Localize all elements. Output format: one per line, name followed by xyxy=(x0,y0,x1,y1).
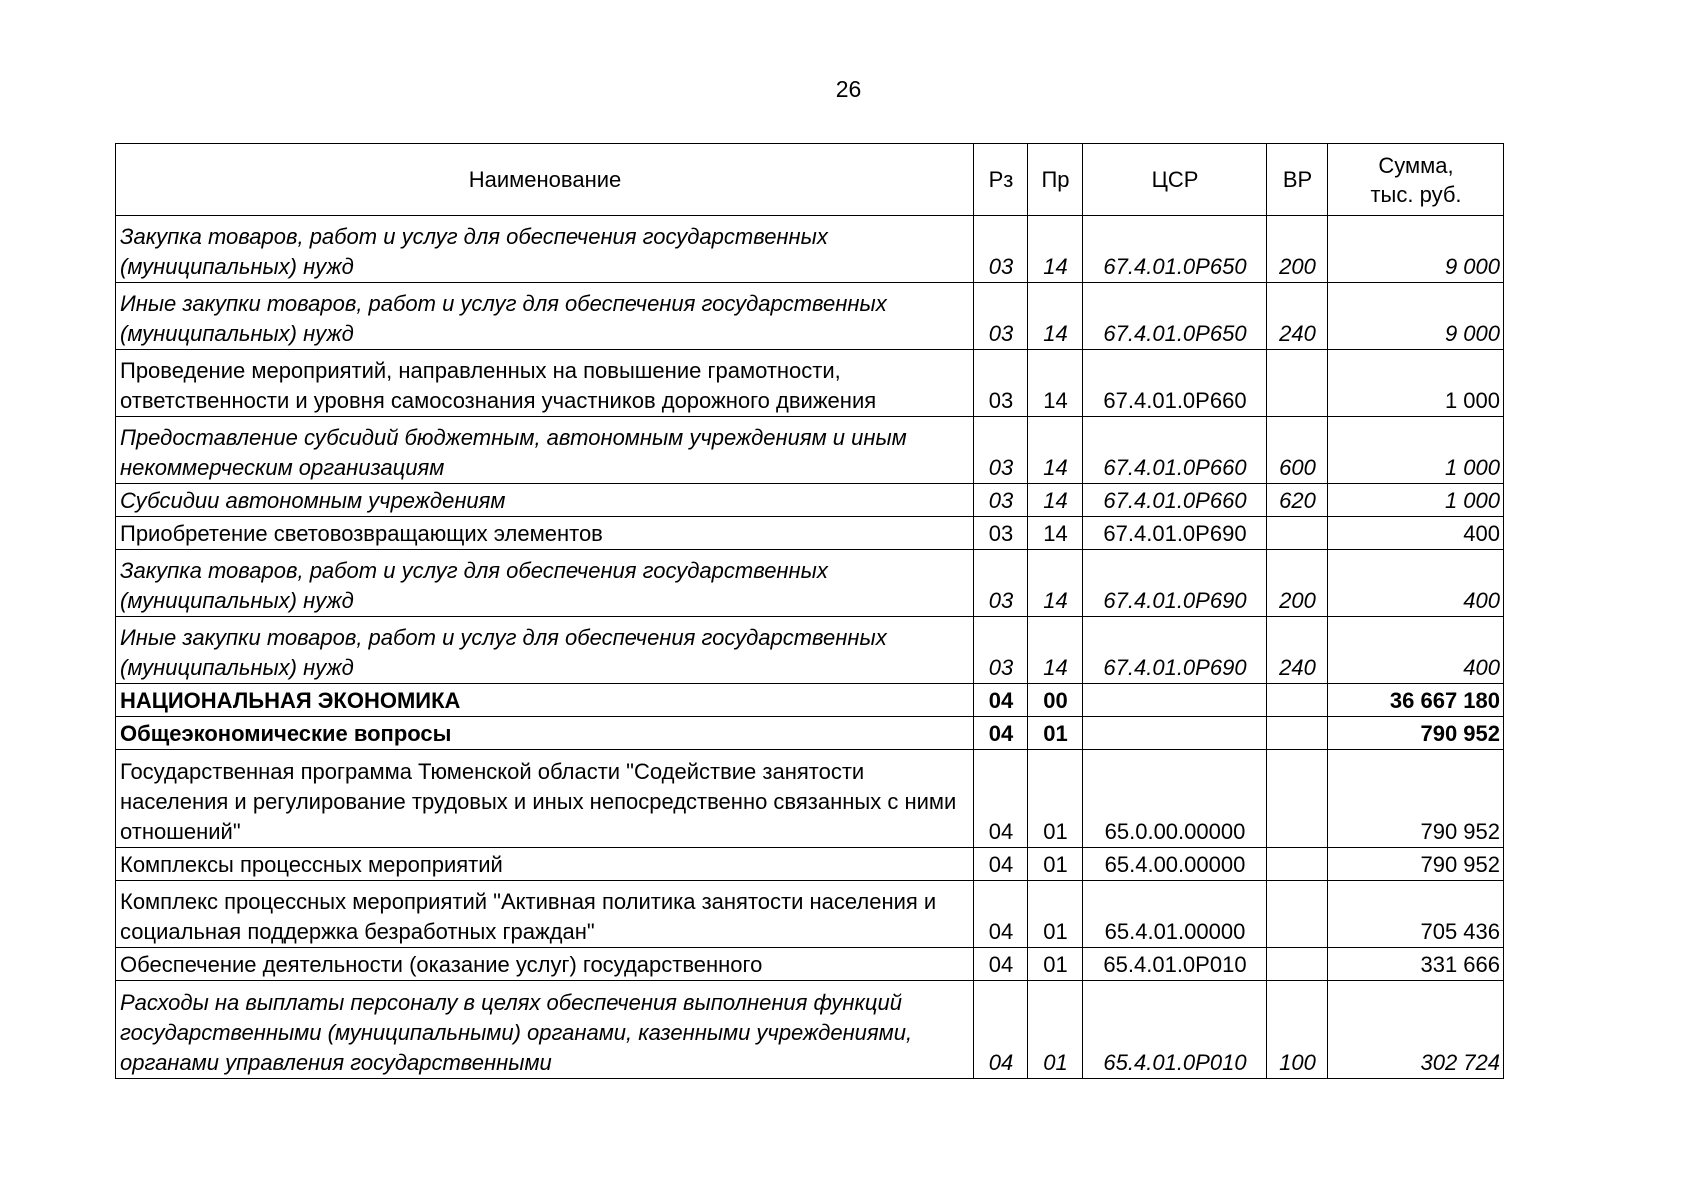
row-rz: 03 xyxy=(974,216,1028,283)
table-header-row xyxy=(116,144,1504,216)
row-sum: 705 436 xyxy=(1328,881,1504,948)
row-vr: 200 xyxy=(1267,550,1328,617)
table-row xyxy=(116,216,1504,283)
row-vr: 240 xyxy=(1267,617,1328,684)
header-sum-line1: Сумма, xyxy=(1378,152,1454,178)
header-sum-line2: тыс. руб. xyxy=(1370,181,1462,207)
row-name: Закупка товаров, работ и услуг для обеспечения государственных (муниципальных) нужд xyxy=(116,550,974,617)
row-csr: 65.4.01.0Р010 xyxy=(1083,948,1267,981)
row-csr: 67.4.01.0Р690 xyxy=(1083,617,1267,684)
table-row xyxy=(116,881,1504,948)
table-row xyxy=(116,517,1504,550)
row-pr: 14 xyxy=(1028,216,1083,283)
row-name: Проведение мероприятий, направленных на повышение грамотности, ответственности и уровня самосознания участников дорожного движения xyxy=(116,350,974,417)
table-row xyxy=(116,350,1504,417)
row-name: Расходы на выплаты персоналу в целях обеспечения выполнения функций государственными (муниципальными) органами, казенными учреждениями, органами управления государственными xyxy=(116,981,974,1079)
row-name: Иные закупки товаров, работ и услуг для обеспечения государственных (муниципальных) нужд xyxy=(116,283,974,350)
header-rz: Рз xyxy=(974,144,1028,216)
row-csr: 67.4.01.0Р690 xyxy=(1083,550,1267,617)
row-vr: 600 xyxy=(1267,417,1328,484)
row-pr: 01 xyxy=(1028,948,1083,981)
row-rz: 04 xyxy=(974,684,1028,717)
row-csr: 65.4.00.00000 xyxy=(1083,848,1267,881)
row-vr xyxy=(1267,848,1328,881)
table-row xyxy=(116,283,1504,350)
row-csr xyxy=(1083,717,1267,750)
row-csr: 65.4.01.00000 xyxy=(1083,881,1267,948)
row-pr: 14 xyxy=(1028,350,1083,417)
table-row xyxy=(116,417,1504,484)
row-rz: 03 xyxy=(974,350,1028,417)
row-sum: 790 952 xyxy=(1328,848,1504,881)
row-sum: 790 952 xyxy=(1328,717,1504,750)
row-vr xyxy=(1267,881,1328,948)
table-row xyxy=(116,684,1504,717)
row-pr: 01 xyxy=(1028,848,1083,881)
header-vr: ВР xyxy=(1267,144,1328,216)
table-row xyxy=(116,981,1504,1079)
row-rz: 03 xyxy=(974,617,1028,684)
row-sum: 400 xyxy=(1328,617,1504,684)
row-rz: 03 xyxy=(974,417,1028,484)
row-sum: 1 000 xyxy=(1328,350,1504,417)
row-pr: 14 xyxy=(1028,517,1083,550)
row-sum: 302 724 xyxy=(1328,981,1504,1079)
header-pr: Пр xyxy=(1028,144,1083,216)
row-name: Государственная программа Тюменской области "Содействие занятости населения и регулирование трудовых и иных непосредственно связанных с ними отношений" xyxy=(116,750,974,848)
row-vr: 200 xyxy=(1267,216,1328,283)
table-row xyxy=(116,550,1504,617)
row-csr: 65.4.01.0Р010 xyxy=(1083,981,1267,1079)
row-rz: 03 xyxy=(974,283,1028,350)
row-vr xyxy=(1267,517,1328,550)
row-vr xyxy=(1267,717,1328,750)
row-vr xyxy=(1267,350,1328,417)
row-csr: 65.0.00.00000 xyxy=(1083,750,1267,848)
row-name: Комплексы процессных мероприятий xyxy=(116,848,974,881)
row-csr: 67.4.01.0Р660 xyxy=(1083,350,1267,417)
row-vr xyxy=(1267,948,1328,981)
row-csr: 67.4.01.0Р690 xyxy=(1083,517,1267,550)
row-name: Предоставление субсидий бюджетным, автономным учреждениям и иным некоммерческим организациям xyxy=(116,417,974,484)
row-sum: 36 667 180 xyxy=(1328,684,1504,717)
row-rz: 03 xyxy=(974,550,1028,617)
row-sum: 9 000 xyxy=(1328,216,1504,283)
row-csr: 67.4.01.0Р650 xyxy=(1083,283,1267,350)
row-csr xyxy=(1083,684,1267,717)
row-pr: 14 xyxy=(1028,484,1083,517)
table-row xyxy=(116,848,1504,881)
row-name: Закупка товаров, работ и услуг для обеспечения государственных (муниципальных) нужд xyxy=(116,216,974,283)
header-sum xyxy=(1328,144,1504,216)
row-vr xyxy=(1267,684,1328,717)
row-csr: 67.4.01.0Р660 xyxy=(1083,417,1267,484)
table-row xyxy=(116,948,1504,981)
row-pr: 14 xyxy=(1028,417,1083,484)
row-pr: 01 xyxy=(1028,717,1083,750)
row-name: Общеэкономические вопросы xyxy=(116,717,974,750)
row-sum: 400 xyxy=(1328,517,1504,550)
row-name: Комплекс процессных мероприятий "Активная политика занятости населения и социальная поддержка безработных граждан" xyxy=(116,881,974,948)
table-row xyxy=(116,484,1504,517)
row-rz: 04 xyxy=(974,948,1028,981)
row-rz: 04 xyxy=(974,717,1028,750)
row-rz: 03 xyxy=(974,484,1028,517)
row-rz: 04 xyxy=(974,881,1028,948)
row-name: Субсидии автономным учреждениям xyxy=(116,484,974,517)
row-csr: 67.4.01.0Р650 xyxy=(1083,216,1267,283)
row-rz: 04 xyxy=(974,981,1028,1079)
row-vr: 240 xyxy=(1267,283,1328,350)
row-pr: 01 xyxy=(1028,750,1083,848)
row-name: Приобретение световозвращающих элементов xyxy=(116,517,974,550)
row-vr: 620 xyxy=(1267,484,1328,517)
row-rz: 04 xyxy=(974,750,1028,848)
row-sum: 1 000 xyxy=(1328,484,1504,517)
row-pr: 14 xyxy=(1028,617,1083,684)
row-vr xyxy=(1267,750,1328,848)
page-number: 26 xyxy=(835,76,862,102)
row-csr: 67.4.01.0Р660 xyxy=(1083,484,1267,517)
table-row xyxy=(116,750,1504,848)
row-rz: 03 xyxy=(974,517,1028,550)
row-pr: 01 xyxy=(1028,881,1083,948)
row-sum: 331 666 xyxy=(1328,948,1504,981)
header-csr: ЦСР xyxy=(1083,144,1267,216)
budget-table xyxy=(115,143,1504,1079)
row-rz: 04 xyxy=(974,848,1028,881)
row-pr: 14 xyxy=(1028,283,1083,350)
row-name: НАЦИОНАЛЬНАЯ ЭКОНОМИКА xyxy=(116,684,974,717)
table-row xyxy=(116,617,1504,684)
row-pr: 01 xyxy=(1028,981,1083,1079)
row-vr: 100 xyxy=(1267,981,1328,1079)
row-name: Обеспечение деятельности (оказание услуг) государственного xyxy=(116,948,974,981)
row-sum: 9 000 xyxy=(1328,283,1504,350)
row-sum: 400 xyxy=(1328,550,1504,617)
row-sum: 1 000 xyxy=(1328,417,1504,484)
row-pr: 14 xyxy=(1028,550,1083,617)
header-name: Наименование xyxy=(116,144,974,216)
table-row xyxy=(116,717,1504,750)
row-pr: 00 xyxy=(1028,684,1083,717)
row-name: Иные закупки товаров, работ и услуг для обеспечения государственных (муниципальных) нужд xyxy=(116,617,974,684)
row-sum: 790 952 xyxy=(1328,750,1504,848)
